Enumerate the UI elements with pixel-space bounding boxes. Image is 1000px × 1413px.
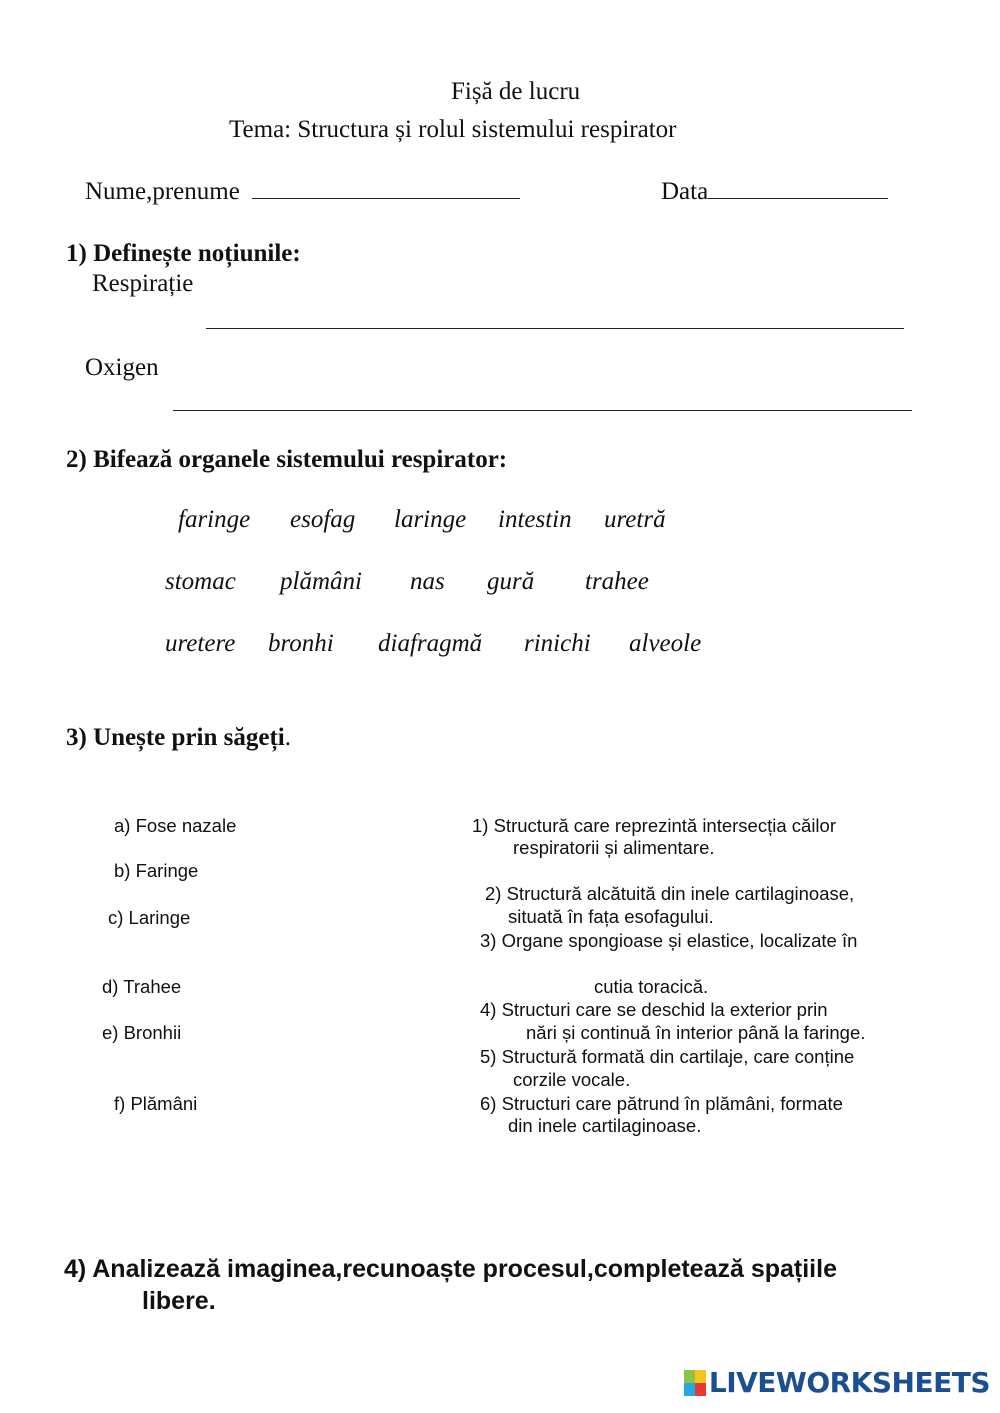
match-right-item-line[interactable]: nări și continuă în interior până la faringe. (526, 1022, 866, 1043)
logo-square (695, 1370, 706, 1383)
organ-option[interactable]: plămâni (280, 568, 362, 595)
date-blank-line[interactable] (708, 194, 888, 199)
section-3-heading (66, 724, 291, 752)
organ-option[interactable]: uretere (165, 630, 236, 657)
organ-option[interactable]: nas (410, 568, 445, 595)
organ-option[interactable]: bronhi (268, 630, 334, 657)
liveworksheets-logo (684, 1366, 990, 1399)
organ-option[interactable]: alveole (629, 630, 702, 657)
match-right-item-line[interactable]: cutia toracică. (594, 976, 709, 997)
worksheet-subtitle: Tema: Structura și rolul sistemului respirator (229, 116, 677, 143)
match-left-item[interactable]: a) Fose nazale (114, 815, 237, 836)
organ-option[interactable]: gură (487, 568, 535, 595)
date-label: Data (661, 178, 709, 205)
match-right-item-line[interactable]: 2) Structură alcătuită din inele cartilaginoase, (485, 883, 855, 904)
organ-option[interactable]: stomac (165, 568, 236, 595)
match-left-item[interactable]: c) Laringe (108, 907, 191, 928)
name-field[interactable] (85, 178, 520, 206)
section-3-heading-text: 3) Unește prin săgeți (66, 724, 285, 751)
match-left-item[interactable]: b) Faringe (114, 860, 199, 881)
match-left-item[interactable]: d) Trahee (102, 976, 182, 997)
organ-option[interactable]: uretră (604, 506, 666, 533)
match-right-item-line[interactable]: 6) Structuri care pătrund în plămâni, formate (480, 1093, 843, 1114)
definition-line-respiratie[interactable] (206, 328, 904, 329)
logo-square (684, 1370, 695, 1383)
name-label: Nume,prenume (85, 178, 240, 205)
section-2-heading: 2) Bifează organele sistemului respirator: (66, 446, 508, 473)
match-left-item[interactable]: e) Bronhii (102, 1022, 182, 1043)
section-3-heading-punct: . (284, 724, 291, 751)
match-right-item-line[interactable]: respiratorii și alimentare. (513, 837, 715, 858)
organ-option[interactable]: rinichi (524, 630, 591, 657)
match-right-item-line[interactable]: din inele cartilaginoase. (508, 1115, 702, 1136)
name-blank-line[interactable] (252, 194, 520, 199)
date-field[interactable] (661, 178, 888, 206)
match-right-item-line[interactable]: 5) Structură formată din cartilaje, care conține (480, 1046, 855, 1067)
term-respiratie: Respirație (92, 270, 194, 297)
organ-option[interactable]: intestin (498, 506, 572, 533)
match-right-item-line[interactable]: 1) Structură care reprezintă intersecția căilor (472, 815, 836, 836)
liveworksheets-logo-text: LIVEWORKSHEETS (708, 1366, 990, 1399)
worksheet-title: Fișă de lucru (451, 78, 581, 105)
match-right-item-line[interactable]: corzile vocale. (513, 1069, 631, 1090)
match-left-item[interactable]: f) Plămâni (114, 1093, 198, 1114)
section-4-heading-line1: 4) Analizează imaginea,recunoaște procesul,completează spațiile (64, 1255, 837, 1283)
section-1-heading: 1) Definește noțiunile: (66, 240, 301, 267)
logo-square (684, 1383, 695, 1396)
section-4-heading-line2: libere. (142, 1287, 216, 1315)
liveworksheets-logo-icon (684, 1370, 706, 1396)
logo-square (695, 1383, 706, 1396)
match-right-item-line[interactable]: situată în fața esofagului. (508, 906, 714, 927)
organ-option[interactable]: esofag (290, 506, 356, 533)
match-right-item-line[interactable]: 3) Organe spongioase și elastice, localizate în (480, 930, 858, 951)
definition-line-oxigen[interactable] (173, 410, 912, 411)
term-oxigen: Oxigen (85, 354, 159, 381)
organ-option[interactable]: trahee (585, 568, 649, 595)
organ-option[interactable]: faringe (178, 506, 251, 533)
match-right-item-line[interactable]: 4) Structuri care se deschid la exterior prin (480, 999, 828, 1020)
organ-option[interactable]: diafragmă (378, 630, 483, 657)
organ-option[interactable]: laringe (394, 506, 467, 533)
